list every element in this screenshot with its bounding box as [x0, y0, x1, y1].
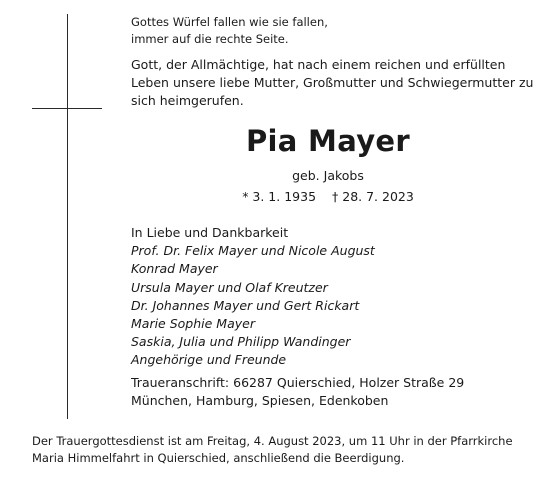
mourner-name: Marie Sophie Mayer [131, 315, 255, 331]
footer-line: Maria Himmelfahrt in Quierschied, anschließend die Beerdigung. [32, 451, 405, 465]
deceased-name: Pia Mayer [246, 124, 410, 158]
mourner-name: Ursula Mayer und Olaf Kreutzer [131, 279, 328, 295]
life-dates [0, 189, 550, 204]
quote-line: Gottes Würfel fallen wie sie fallen, [131, 15, 328, 29]
intro-text [131, 56, 533, 110]
mourner-name: Konrad Mayer [131, 261, 218, 277]
quote-line: immer auf die rechte Seite. [131, 32, 289, 46]
intro-line: Leben unsere liebe Mutter, Großmutter und Schwiegermutter zu [131, 75, 534, 90]
cross-vertical-bar [67, 14, 68, 419]
mourners-list [131, 224, 375, 370]
address-line: Traueranschrift: 66287 Quierschied, Holzer Straße 29 [131, 375, 465, 390]
quote [131, 14, 328, 48]
death-date: † 28. 7. 2023 [332, 189, 414, 204]
address-line: München, Hamburg, Spiesen, Edenkoben [131, 393, 389, 408]
birth-name: geb. Jakobs [292, 168, 364, 183]
cross-horizontal-bar [32, 108, 102, 109]
mourners-intro: In Liebe und Dankbarkeit [131, 225, 289, 240]
intro-line: sich heimgerufen. [131, 93, 244, 108]
footer-line: Der Trauergottesdienst ist am Freitag, 4. August 2023, um 11 Uhr in der Pfarrkirche [32, 434, 513, 448]
funeral-service-note [32, 433, 513, 467]
intro-line: Gott, der Allmächtige, hat nach einem reichen und erfüllten [131, 57, 506, 72]
mourner-name: Prof. Dr. Felix Mayer und Nicole August [131, 243, 375, 259]
mourner-name: Saskia, Julia und Philipp Wandinger [131, 334, 351, 350]
mourning-address [131, 374, 464, 410]
mourner-name: Dr. Johannes Mayer und Gert Rickart [131, 297, 360, 313]
mourner-name: Angehörige und Freunde [131, 352, 287, 368]
birth-date: * 3. 1. 1935 [242, 189, 317, 204]
